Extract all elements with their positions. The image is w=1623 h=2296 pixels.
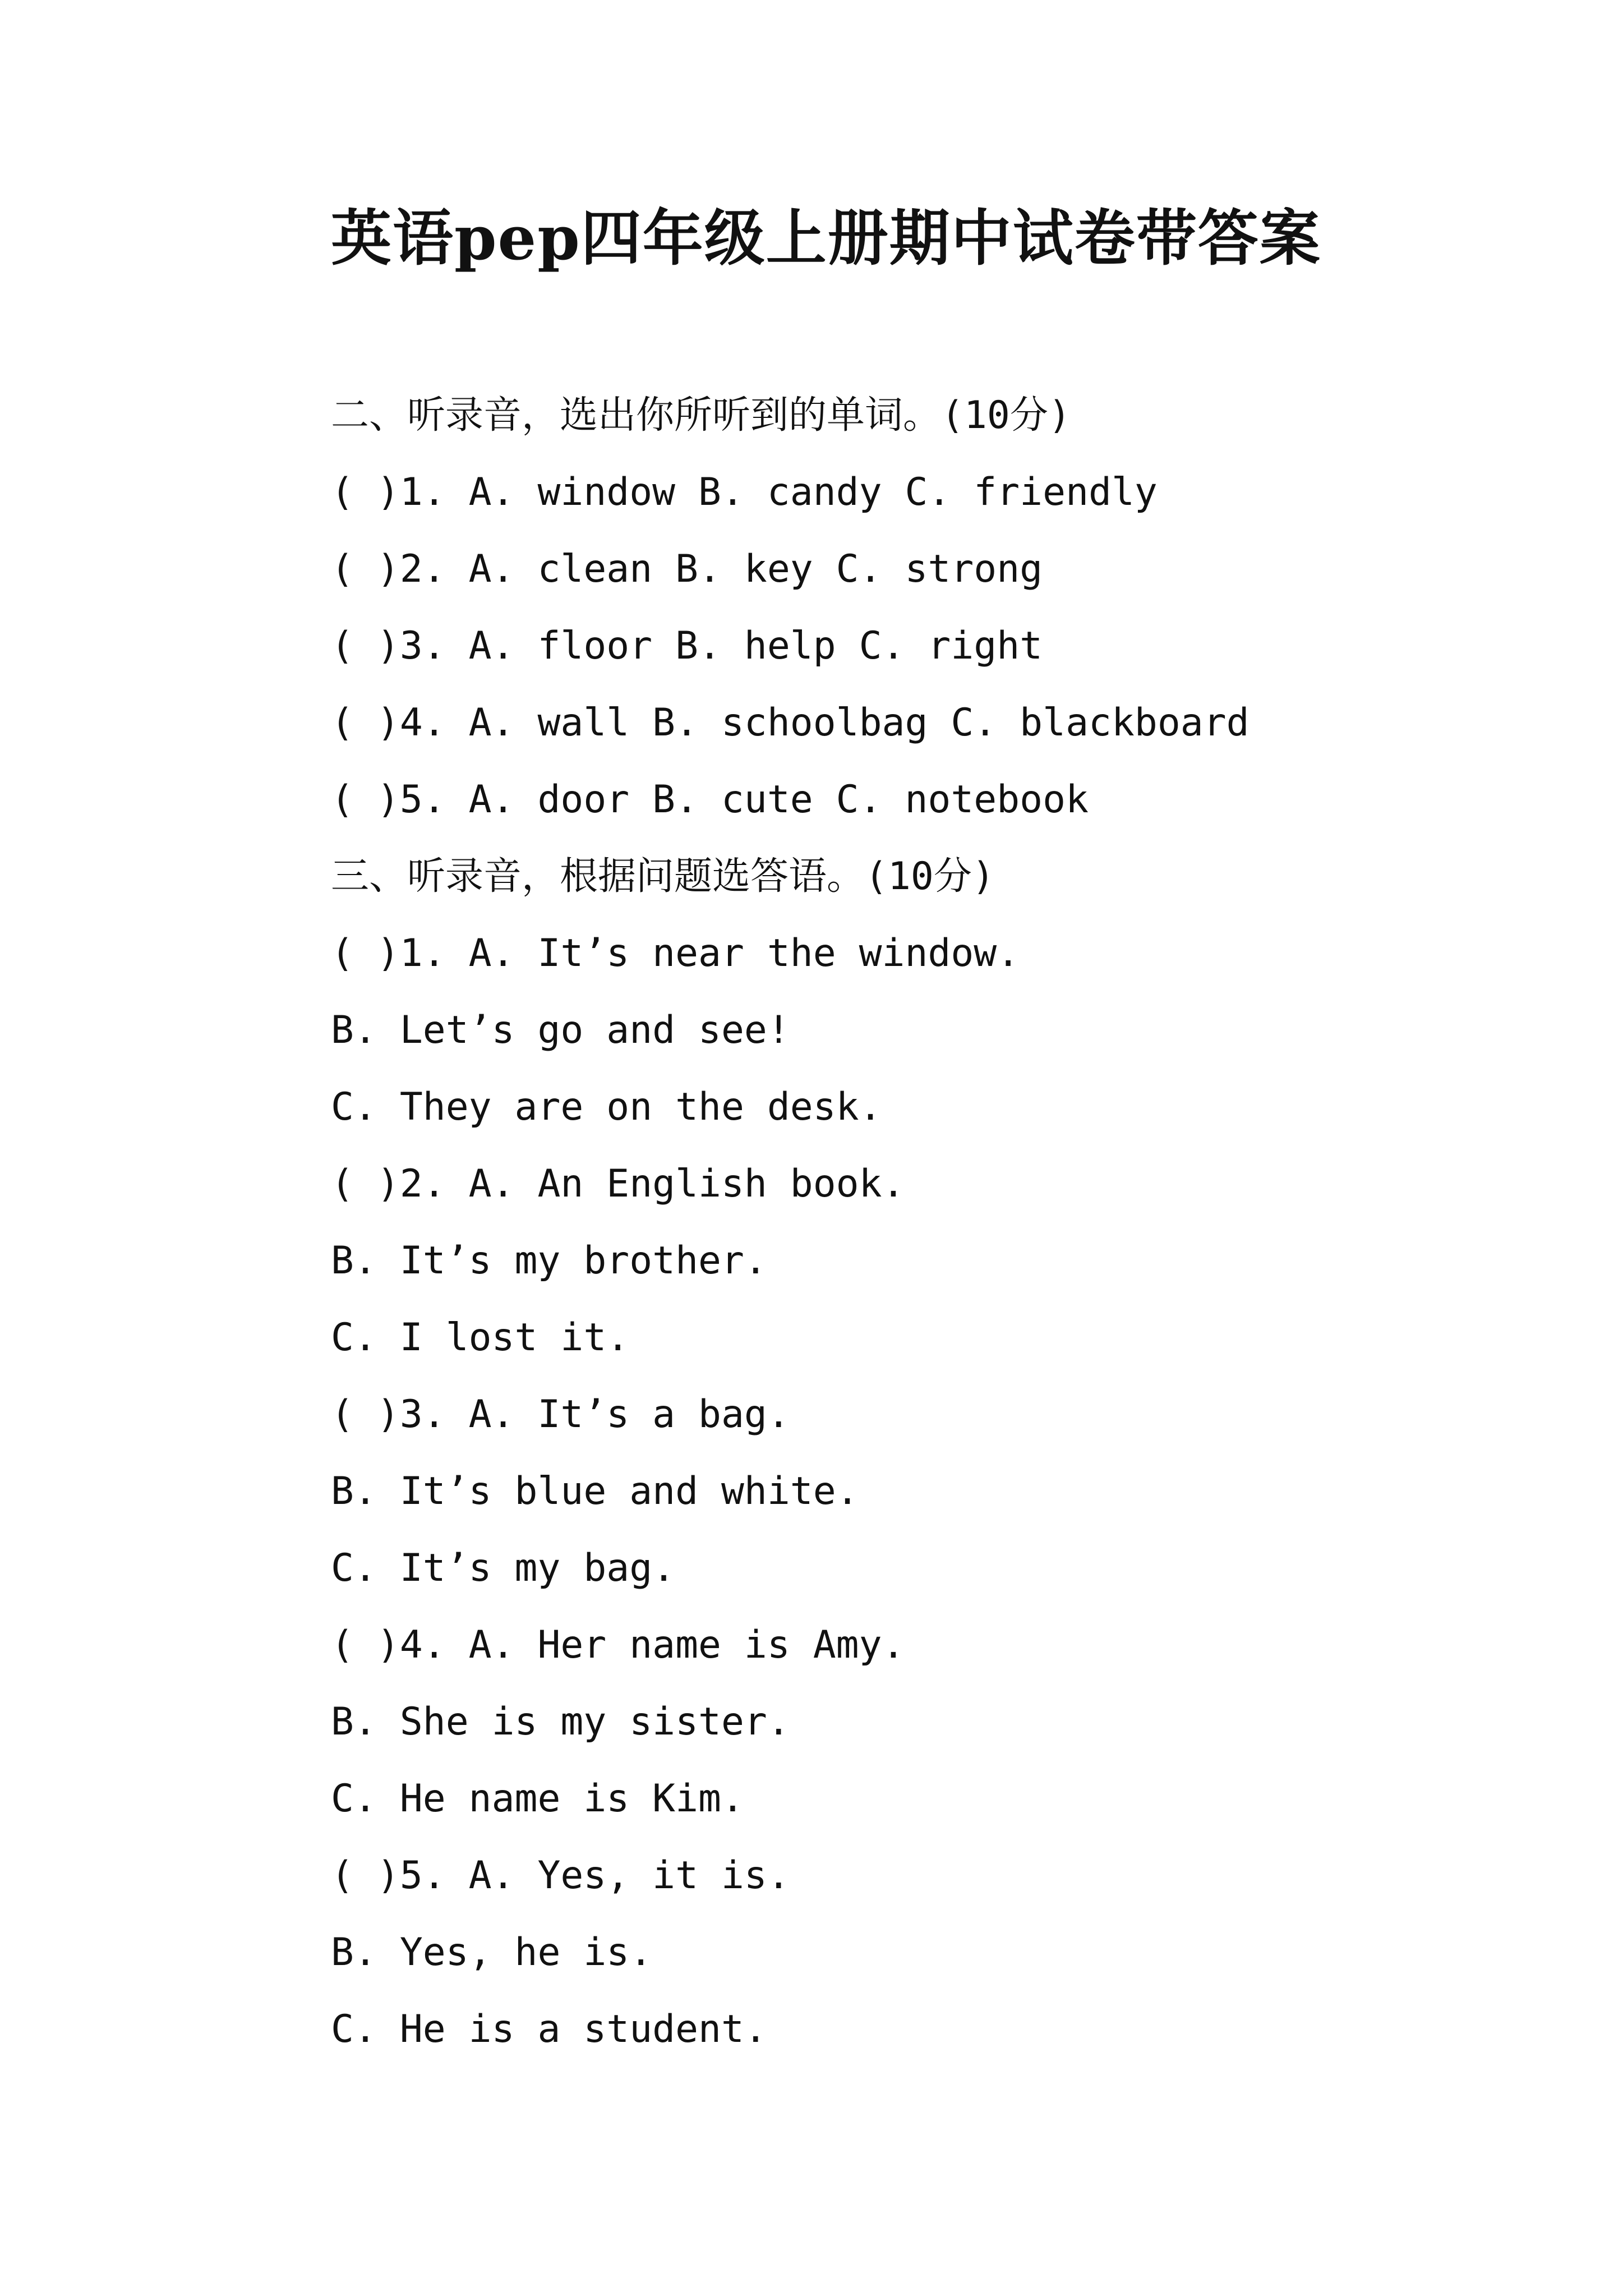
question-line: ( )2. A. clean B. key C. strong (331, 547, 1043, 591)
question-line: ( )1. A. It’s near the window. (331, 931, 1020, 976)
option-line: B. Yes, he is. (331, 1930, 653, 1975)
question-line: ( )1. A. window B. candy C. friendly (331, 470, 1158, 514)
question-line: ( )5. A. door B. cute C. notebook (331, 777, 1089, 822)
section-heading: 三、听录音，根据问题选答语。(10分) (331, 854, 995, 899)
question-line: ( )4. A. Her name is Amy. (331, 1623, 905, 1667)
option-line: B. It’s my brother. (331, 1239, 767, 1283)
question-line: ( )3. A. It’s a bag. (331, 1392, 790, 1437)
option-line: C. They are on the desk. (331, 1085, 882, 1129)
question-line: ( )2. A. An English book. (331, 1162, 905, 1206)
document-body (331, 377, 1537, 2068)
question-line: ( )3. A. floor B. help C. right (331, 624, 1043, 668)
option-line: B. She is my sister. (331, 1700, 790, 1744)
option-line: B. Let’s go and see! (331, 1008, 790, 1052)
document-title: 英语pep四年级上册期中试卷带答案 (331, 203, 1321, 274)
option-line: C. He is a student. (331, 2007, 767, 2051)
section-heading: 二、听录音，选出你所听到的单词。(10分) (331, 393, 1071, 438)
option-line: C. I lost it. (331, 1315, 630, 1360)
option-line: C. He name is Kim. (331, 1777, 744, 1821)
option-line: B. It’s blue and white. (331, 1469, 859, 1513)
question-line: ( )4. A. wall B. schoolbag C. blackboard (331, 701, 1249, 745)
question-line: ( )5. A. Yes, it is. (331, 1853, 790, 1898)
option-line: C. It’s my bag. (331, 1546, 676, 1590)
